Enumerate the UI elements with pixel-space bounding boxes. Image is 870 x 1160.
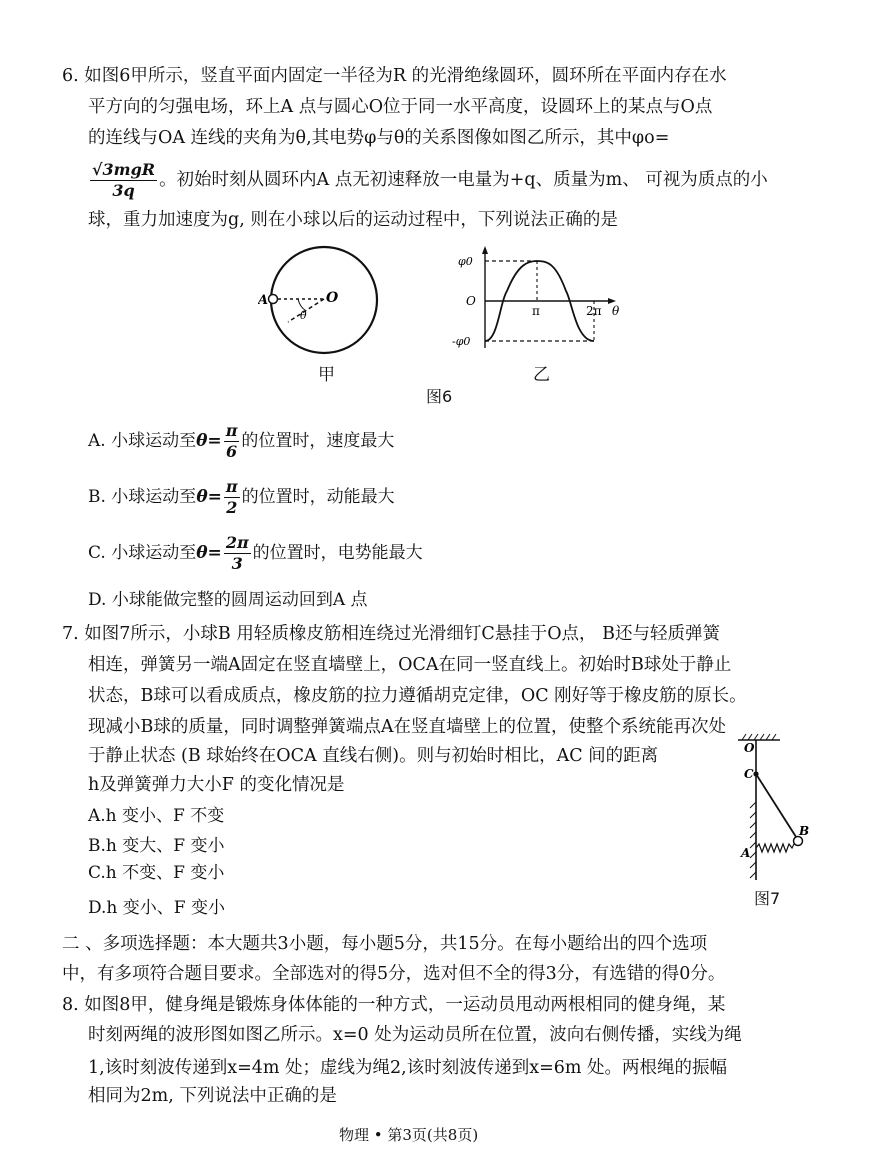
figure-6-graph (448, 244, 630, 352)
q8-line-2: 时刻两绳的波形图如图乙所示。x=0 处为运动员所在位置，波向右侧传播，实线为绳 (88, 1025, 742, 1045)
section2-line-1: 二 、多项选择题：本大题共3小题，每小题5分，共15分。在每小题给出的四个选项 (62, 934, 708, 954)
label-a: A (741, 846, 751, 860)
q7-option-b: B.h 变大、F 变小 (88, 836, 225, 856)
theta-axis-label: θ (612, 304, 620, 318)
q6-line-3: 的连线与OA 连线的夹角为θ,其电势φ与θ的关系图像如图乙所示，其中φo= (88, 128, 670, 148)
ball-a (269, 295, 278, 304)
q6-line-5: 球，重力加速度为g, 则在小球以后的运动过程中，下列说法正确的是 (88, 210, 618, 230)
q6-line-2: 平方向的匀强电场，环上A 点与圆心O位于同一水平高度，设圆环上的某点与O点 (88, 97, 713, 117)
y-axis-arrow (482, 246, 488, 254)
q6-option-c: C. 小球运动至θ= $\frac{2\pi}{3}$ 的位置时，电势能最大 (88, 533, 423, 573)
q7-line-3: 状态，B球可以看成质点，橡皮筋的拉力遵循胡克定律，OC 刚好等于橡皮筋的原长。 (88, 686, 747, 706)
q7-option-c: C.h 不变、F 变小 (88, 863, 225, 883)
label-o: O (744, 741, 755, 755)
rubber-band (756, 774, 798, 840)
label-b: B (799, 824, 810, 838)
spring (756, 842, 795, 852)
q6-option-a: A. 小球运动至θ= $\frac{\pi}{6}$ 的位置时，速度最大 (88, 421, 395, 461)
q7-line-5: 于静止状态 (B 球始终在OCA 直线右侧)。则与初始时相比，AC 间的距离 (88, 746, 659, 766)
origin-label: O (466, 294, 476, 308)
caption-yi: 乙 (533, 365, 550, 385)
pi-label: π (532, 304, 540, 318)
q8-line-4: 相同为2m, 下列说法中正确的是 (88, 1086, 337, 1106)
figure-6-circle (258, 244, 384, 356)
q6-line-4: $\frac{\text{√3mgR}}{3q}$ 。初始时刻从圆环内A 点无初速释放一电量为+q、质量为m、 可视为质点的小 (92, 160, 768, 200)
label-theta: θ (300, 309, 307, 322)
ring (271, 247, 377, 353)
q8-line-1: 8. 如图8甲，健身绳是锻炼身体体能的一种方式，一运动员甩动两根相同的健身绳，某 (62, 995, 726, 1015)
figure-6-caption: 图6 (426, 387, 453, 406)
q7-line-4: 现减小B球的质量，同时调整弹簧端点A在竖直墙壁上的位置，使整个系统能再次处 (88, 717, 726, 737)
page-footer: 物理 • 第3页(共8页) (339, 1126, 479, 1144)
caption-jia: 甲 (318, 365, 335, 385)
q6-option-d: D. 小球能做完整的圆周运动回到A 点 (88, 590, 368, 610)
phi0-label: φ0 (458, 255, 473, 268)
q7-option-d: D.h 变小、F 变小 (88, 898, 225, 918)
figure-7 (732, 732, 812, 882)
q8-line-3: 1,该时刻波传递到x=4m 处；虚线为绳2,该时刻波传递到x=6m 处。两根绳的振幅 (88, 1058, 728, 1078)
two-pi-label: 2π (586, 304, 602, 318)
neg-phi0-label: -φ0 (452, 335, 471, 348)
figure-7-caption: 图7 (754, 889, 781, 908)
wall-hatch (750, 802, 756, 878)
ceiling-hatch (742, 734, 776, 740)
q6-option-b: B. 小球运动至θ= $\frac{\pi}{2}$ 的位置时，动能最大 (88, 477, 395, 517)
q7-line-6: h及弹簧弹力大小F 的变化情况是 (88, 775, 345, 795)
q7-option-a: A.h 变小、F 不变 (88, 806, 225, 826)
label-c: C (744, 767, 754, 781)
phi0-fraction: $\frac{\text{√3mgR}}{3q}$ (92, 160, 156, 200)
q7-line-1: 7. 如图7所示，小球B 用轻质橡皮筋相连绕过光滑细钉C悬挂于O点， B还与轻质弹簧 (62, 624, 720, 644)
label-o: O (326, 290, 339, 306)
section2-line-2: 中，有多项符合题目要求。全部选对的得5分，选对但不全的得3分，有选错的得0分。 (62, 964, 726, 984)
q6-line-1: 6. 如图6甲所示，竖直平面内固定一半径为R 的光滑绝缘圆环，圆环所在平面内存在水 (62, 66, 727, 86)
label-a: A (258, 293, 269, 308)
q7-line-2: 相连，弹簧另一端A固定在竖直墙壁上，OCA在同一竖直线上。初始时B球处于静止 (88, 655, 732, 675)
